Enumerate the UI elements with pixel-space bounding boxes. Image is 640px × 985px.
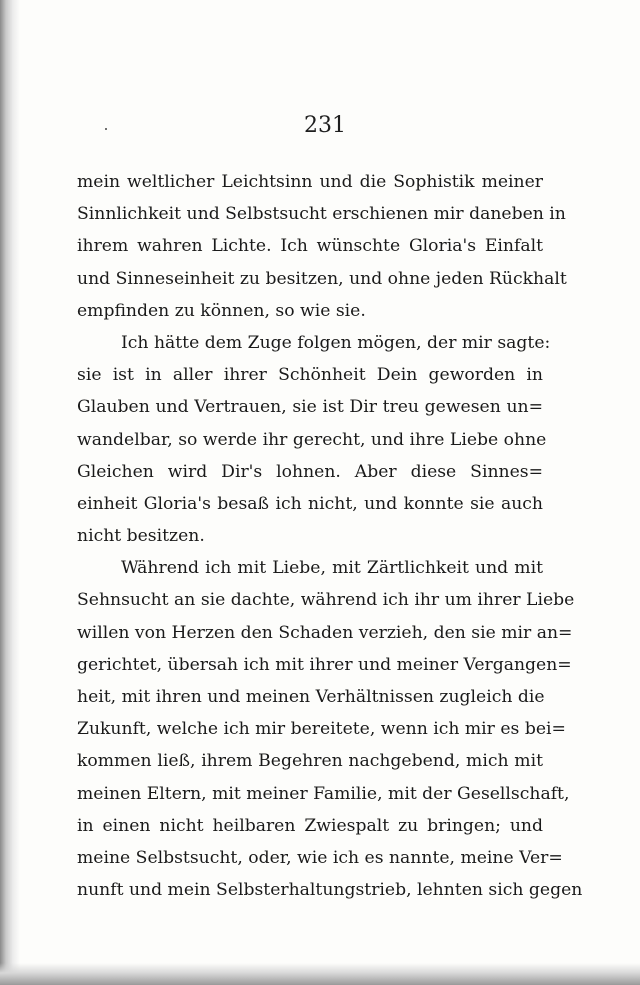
text-line: Zukunft, welche ich mir bereitete, wenn ich mir es bei= xyxy=(77,719,566,740)
text-line: gerichtet, übersah ich mit ihrer und meiner Vergangen= xyxy=(77,654,572,675)
text-line: wandelbar, so werde ihr gerecht, und ihre Liebe ohne xyxy=(77,429,547,450)
text-line: nicht besitzen. xyxy=(77,526,205,547)
text-line: mein weltlicher Leichtsinn und die Sophistik meiner xyxy=(77,172,543,192)
text-line: Sehnsucht an sie dachte, während ich ihr um ihrer Liebe xyxy=(77,590,575,611)
text-line: Sinnlichkeit und Selbstsucht erschienen mir daneben in xyxy=(77,204,566,225)
text-line: Während ich mit Liebe, mit Zärtlichkeit und mit xyxy=(121,558,543,579)
text-line: Glauben und Vertrauen, sie ist Dir treu gewesen un= xyxy=(77,397,543,418)
text-line: einheit Gloria's besaß ich nicht, und konnte sie auch xyxy=(77,493,543,514)
text-line: kommen ließ, ihrem Begehren nachgebend, mich mit xyxy=(77,751,543,772)
text-line: in einen nicht heilbaren Zwiespalt zu bringen; und xyxy=(77,815,543,836)
text-line: heit, mit ihren und meinen Verhältnissen zugleich die xyxy=(77,687,545,707)
body-text xyxy=(77,166,583,906)
text-line: und Sinneseinheit zu besitzen, und ohne jeden Rückhalt xyxy=(77,268,567,289)
text-line: ihrem wahren Lichte. Ich wünschte Gloria's Einfalt xyxy=(77,236,543,257)
text-line: willen von Herzen den Schaden verzieh, den sie mir an= xyxy=(77,622,573,643)
text-line: Gleichen wird Dir's lohnen. Aber diese Sinnes= xyxy=(77,461,543,482)
page-number: 231 xyxy=(304,113,346,138)
text-line: meine Selbstsucht, oder, wie ich es nannte, meine Ver= xyxy=(77,847,563,868)
text-line: meinen Eltern, mit meiner Familie, mit der Gesellschaft, xyxy=(77,783,570,804)
text-line: empfinden zu können, so wie sie. xyxy=(77,300,366,321)
text-line: sie ist in aller ihrer Schönheit Dein geworden in xyxy=(77,365,543,386)
page-gutter-shadow xyxy=(0,0,20,985)
page-bottom-edge xyxy=(0,963,640,985)
text-line: nunft und mein Selbsterhaltungstrieb, lehnten sich gegen xyxy=(77,880,583,901)
text-line: Ich hätte dem Zuge folgen mögen, der mir sagte: xyxy=(121,332,551,353)
